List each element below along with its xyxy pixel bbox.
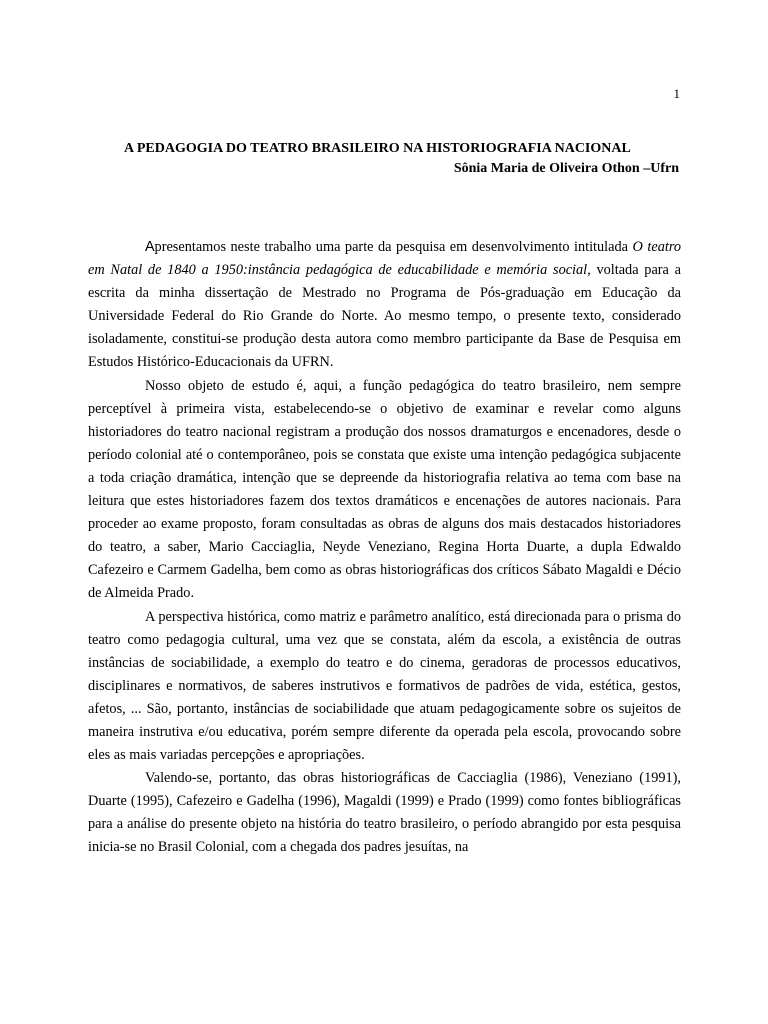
page-number: 1	[673, 86, 680, 101]
paragraph-3: A perspectiva histórica, como matriz e parâmetro analítico, está direcionada para o prisma do teatro como pedagogia cultural, uma vez que se constata, além da escola, a existência de outras instâncias de sociabilidade, a exemplo do teatro e do cinema, geradoras de processos educativos, disciplinares e normativos, de saberes instrutivos e formativos de padrões de vida, estética, gestos, afetos, ... São, portanto, instâncias de sociabilidade que atuam pedagogicamente sobre os sujeitos de maneira instrutiva e/ou educativa, porém sempre diferente da operada pela escola, provocando sobre eles as mais variadas percepções e apropriações.	[88, 608, 681, 764]
thesis-title: O teatro em Natal de 1840 a 1950:instância pedagógica de educabilidade e memória social	[88, 239, 681, 279]
author-line: Sônia Maria de Oliveira Othon –Ufrn	[453, 161, 679, 176]
body-text	[88, 236, 681, 860]
paragraph-1-text-end: , voltada para a escrita da minha dissertação de Mestrado no Programa de Pós-graduação em Educação da Universidade Federal do Rio Grande do Norte. Ao mesmo tempo, o presente texto, considerado isoladamente, constitui-se produção desta autora como membro participante da Base de Pesquisa em Estudos Histórico-Educacionais da UFRN.	[88, 262, 681, 371]
paragraph-4: Valendo-se, portanto, das obras historiográficas de Cacciaglia (1986), Veneziano (1991), Duarte (1995), Cafezeiro e Gadelha (1996), Magaldi (1999) e Prado (1999) como fontes bibliográficas para a análise do presente objeto na história do teatro brasileiro, o período abrangido por esta pesquisa inicia-se no Brasil Colonial, com a chegada dos padres jesuítas, na	[88, 770, 681, 856]
document-title: A PEDAGOGIA DO TEATRO BRASILEIRO NA HISTORIOGRAFIA NACIONAL	[124, 141, 631, 156]
initial-letter: A	[145, 239, 155, 255]
paragraph-1-text: presentamos neste trabalho uma parte da pesquisa em desenvolvimento intitulada	[154, 239, 633, 255]
paragraph-1	[88, 236, 681, 375]
paragraph-2: Nosso objeto de estudo é, aqui, a função pedagógica do teatro brasileiro, nem sempre perceptível à primeira vista, estabelecendo-se o objetivo de examinar e revelar como alguns historiadores do teatro nacional registram a produção dos nossos dramaturgos e encenadores, desde o período colonial até o contemporâneo, pois se constata que existe uma intenção pedagógica subjacente a toda criação dramática, intenção que se depreende da historiografia relativa ao tema com base na leitura que estes historiadores fazem dos textos dramáticos e encenações de autores nacionais. Para proceder ao exame proposto, foram consultadas as obras de alguns dos mais destacados historiadores do teatro, a saber, Mario Cacciaglia, Neyde Veneziano, Regina Horta Duarte, a dupla Edwaldo Cafezeiro e Carmem Gadelha, bem como as obras historiográficas dos críticos Sábato Magaldi e Décio de Almeida Prado.	[88, 377, 681, 602]
